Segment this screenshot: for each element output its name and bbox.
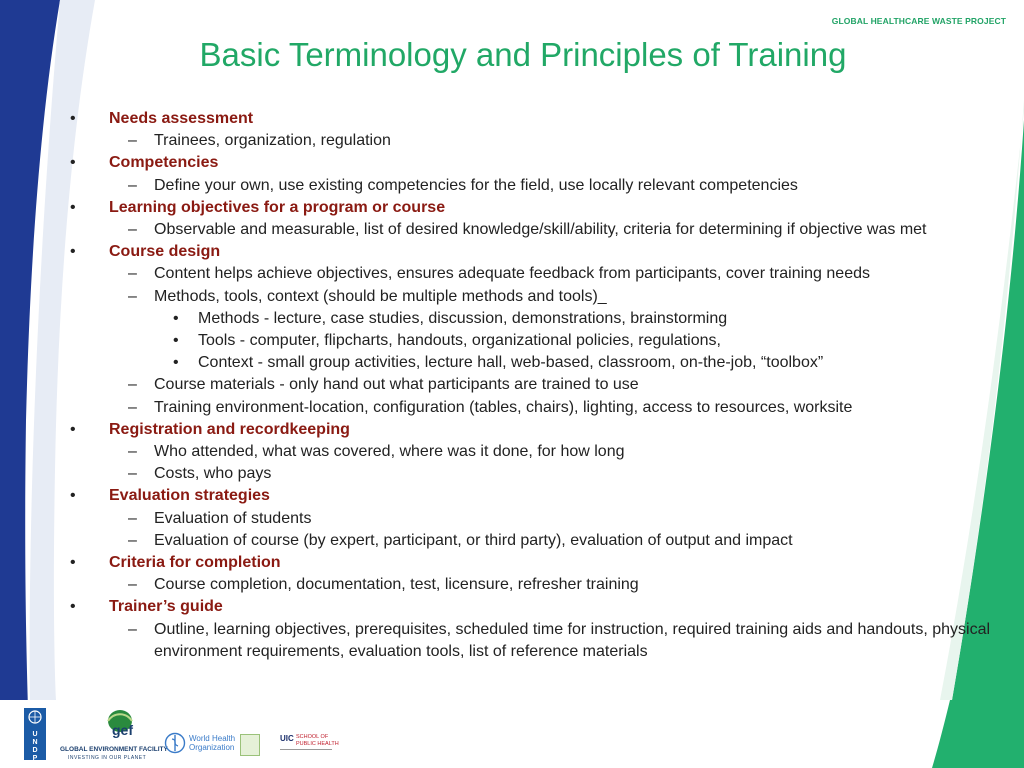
sub-item: – Content helps achieve objectives, ensures adequate feedback from participants, cover training needs (70, 263, 1010, 285)
sub-item: – Evaluation of course (by expert, participant, or third party), evaluation of output and impact (70, 530, 1010, 552)
uic-logo (266, 734, 339, 758)
section-heading (70, 485, 1010, 507)
who-logo (164, 732, 234, 756)
section-heading-text: Criteria for completion (109, 554, 281, 572)
section-heading-text: Needs assessment (109, 110, 254, 127)
uic-rule (280, 749, 332, 750)
project-label: GLOBAL HEALTHCARE WASTE PROJECT (831, 16, 1006, 26)
undp-logo (24, 708, 46, 760)
sub-sub-item: • Tools - computer, flipcharts, handouts, organizational policies, regulations, (70, 330, 1010, 352)
section-heading (70, 596, 1010, 618)
section-heading-text: Learning objectives for a program or course (109, 198, 446, 216)
who-line2: Organization (189, 743, 235, 752)
sub-item: – Methods, tools, context (should be multiple methods and tools)_ (70, 286, 1010, 308)
who-line1: World Health (189, 734, 236, 743)
gef-text: gef (112, 722, 133, 738)
section-heading (70, 152, 1010, 174)
sub-item: – Costs, who pays (70, 463, 1010, 485)
sub-item: – Evaluation of students (70, 508, 1010, 530)
gef-tagline: INVESTING IN OUR PLANET (68, 755, 147, 761)
section-heading (70, 197, 1010, 219)
section-heading-text: Registration and recordkeeping (109, 420, 350, 438)
section-heading-text: Course design (109, 243, 221, 261)
uic-text: UIC (280, 734, 294, 743)
sub-item: – Define your own, use existing competencies for the field, use locally relevant competencies (70, 175, 1010, 197)
sub-item: – Course materials - only hand out what participants are trained to use (70, 374, 1010, 396)
footer-logos (22, 708, 342, 764)
sub-item: – Course completion, documentation, test, licensure, refresher training (70, 574, 1010, 596)
section-heading (70, 552, 1010, 574)
uic-caption2: PUBLIC HEALTH (296, 741, 339, 747)
sub-item: – Outline, learning objectives, prerequisites, scheduled time for instruction, required training aids and handouts, physical environment requirements, evaluation tools, list of reference materials (70, 619, 1010, 663)
section-heading (70, 108, 1010, 130)
un-emblem-icon (24, 708, 46, 726)
sub-sub-item: • Methods - lecture, case studies, discussion, demonstrations, brainstorming (70, 308, 1010, 330)
section-heading (70, 241, 1010, 263)
sub-item: – Observable and measurable, list of desired knowledge/skill/ability, criteria for determining if objective was met (70, 219, 1010, 241)
sub-item: – Trainees, organization, regulation (70, 130, 1010, 152)
who-emblem-icon (164, 732, 186, 754)
uic-caption1: SCHOOL OF (296, 734, 329, 740)
section-heading-text: Competencies (109, 154, 219, 172)
bullet-content (70, 108, 1010, 663)
section-heading-text: Trainer’s guide (109, 598, 223, 616)
gef-caption: GLOBAL ENVIRONMENT FACILITY (60, 746, 168, 753)
undp-text: U N D P (32, 731, 38, 762)
sub-item: – Training environment-location, configuration (tables, chairs), lighting, access to resources, worksite (70, 397, 1010, 419)
sub-sub-item: • Context - small group activities, lecture hall, web-based, classroom, on-the-job, “toolbox” (70, 352, 1010, 374)
page-title: Basic Terminology and Principles of Training (199, 36, 847, 73)
partner-emblem-icon (240, 734, 260, 756)
section-heading-text: Evaluation strategies (109, 487, 270, 505)
section-heading (70, 419, 1010, 441)
sub-item: – Who attended, what was covered, where was it done, for how long (70, 441, 1010, 463)
